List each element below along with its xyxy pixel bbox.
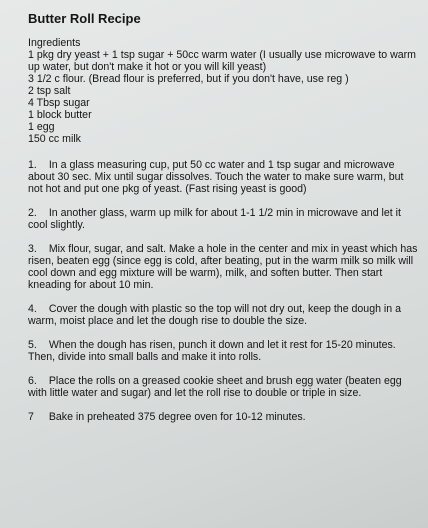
ingredient-item: 1 block butter [28,109,92,121]
step-item [28,303,418,327]
step-text: Cover the dough with plastic so the top will not dry out, keep the dough in a warm, moist place and let the dough rise to double the size. [28,303,402,327]
step-text: In another glass, warm up milk for about 1-1 1/2 min in microwave and let it cool slightly. [28,207,401,231]
step-text: When the dough has risen, punch it down and let it rest for 15-20 minutes. Then, divide into small balls and make it into rolls. [28,339,396,363]
ingredients-section [28,37,418,145]
step-text: Mix flour, sugar, and salt. Make a hole in the center and mix in yeast which has risen, beaten egg (since egg is cold, after beating, put in the warm milk so milk will cool down and egg mixture will be warm), milk, and soften butter. Then start kneading for about 10 min. [28,243,418,291]
ingredient-item: 2 tsp salt [28,85,71,97]
ingredients-heading: Ingredients [28,37,81,49]
step-item [28,243,418,291]
step-number: 5. [28,339,37,351]
recipe-title: Butter Roll Recipe [28,11,141,26]
ingredient-item: 3 1/2 c flour. (Bread flour is preferred, but if you don't have, use reg ) [28,73,349,85]
step-number: 7 [28,411,34,423]
step-number: 2. [28,207,37,219]
step-number: 4. [28,303,37,315]
ingredient-item: 4 Tbsp sugar [28,97,90,109]
ingredient-item: 1 pkg dry yeast + 1 tsp sugar + 50cc warm water (I usually use microwave to warm up water, but don't make it hot or you will kill yeast) [28,49,417,73]
step-item [28,375,418,399]
steps-section [28,159,418,423]
step-text: In a glass measuring cup, put 50 cc water and 1 tsp sugar and microwave about 30 sec. Mix until sugar dissolves. Touch the water to make sure warm, but not hot and put one pkg of yeast. (Fast rising yeast is good) [28,159,404,195]
ingredient-item: 150 cc milk [28,133,81,145]
step-item [28,207,418,231]
step-item [28,339,418,363]
step-item [28,159,418,195]
step-number: 3. [28,243,37,255]
step-text: Bake in preheated 375 degree oven for 10-12 minutes. [48,411,306,423]
step-item [28,411,418,423]
step-number: 1. [28,159,37,171]
step-text: Place the rolls on a greased cookie sheet and brush egg water (beaten egg with little water and sugar) and let the roll rise to double or triple in size. [28,375,402,399]
ingredient-item: 1 egg [28,121,55,133]
step-number: 6. [28,375,37,387]
